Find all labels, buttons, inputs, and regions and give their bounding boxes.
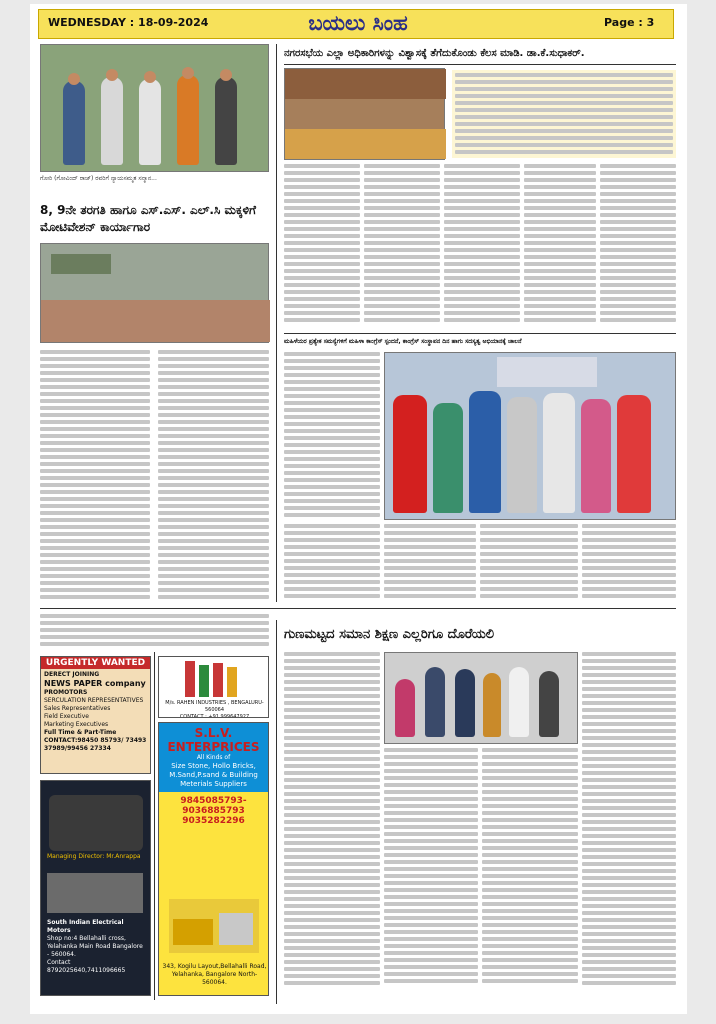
article-body bbox=[480, 524, 578, 602]
scooter-image bbox=[49, 795, 143, 851]
article-body bbox=[284, 164, 360, 330]
women-congress-photo bbox=[384, 352, 676, 520]
ad-line: Sales Representatives bbox=[44, 705, 111, 712]
ad-contact: CONTACT:98450 85793/ 73493 37989/99456 27334 bbox=[44, 737, 147, 752]
divider bbox=[284, 333, 676, 334]
article-body bbox=[284, 352, 380, 520]
municipal-summary bbox=[452, 70, 676, 158]
workshop-photo bbox=[40, 243, 269, 343]
article-body bbox=[582, 652, 676, 994]
column-divider bbox=[276, 620, 277, 1004]
issue-date: WEDNESDAY : 18-09-2024 bbox=[48, 16, 209, 29]
ad-caption: Managing Director: Mr.Anrappa bbox=[47, 853, 141, 860]
ad-name: South Indian Electrical Motors bbox=[47, 919, 124, 934]
ad-motors bbox=[40, 780, 151, 996]
ad-industries bbox=[158, 656, 269, 718]
article-body bbox=[40, 614, 269, 650]
ad-line: PROMOTORS bbox=[44, 689, 88, 696]
article-body bbox=[524, 164, 596, 330]
article-body bbox=[284, 524, 380, 602]
article-body bbox=[482, 748, 578, 994]
article-body bbox=[582, 524, 676, 602]
ad-address: 343, Kogilu Layout,Bellahalli Road, Yelahanka, Bangalore North-560064. bbox=[162, 963, 267, 986]
ad-address: Shop no:4 Bellahalli cross, Yelahanka Main Road Bangalore - 560064. bbox=[47, 935, 143, 958]
headline-quality-education: ಗುಣಮಟ್ಟದ ಸಮಾನ ಶಿಕ್ಷಣ ಎಲ್ಲರಿಗೂ ದೊರೆಯಲಿ bbox=[284, 627, 495, 642]
ad-line: Field Executive bbox=[44, 713, 89, 720]
felicitation-photo bbox=[40, 44, 269, 172]
ad-text: M/s. RAHEN INDUSTRIES , BENGALURU-560064 bbox=[165, 700, 264, 713]
article-body bbox=[384, 748, 478, 994]
article-body bbox=[600, 164, 676, 330]
photo-caption: ಗೋರಿ (ಗೋವಿಂದ್ ರಾಜ್) ರವರಿಗೆ ನ್ಯಾಯಸಮ್ಮತ ಸನ್ಮಾನ... bbox=[40, 175, 157, 182]
ad-line: NEWS PAPER company bbox=[44, 679, 146, 688]
article-body bbox=[364, 164, 440, 330]
newspaper-name: ಬಯಲು ಸಿಂಹ bbox=[308, 10, 408, 35]
column-divider bbox=[276, 44, 277, 602]
ad-phone: 9035282296 bbox=[182, 816, 245, 826]
construction-image bbox=[169, 899, 259, 953]
article-body bbox=[158, 350, 269, 600]
article-body bbox=[384, 524, 476, 602]
article-body bbox=[40, 350, 150, 600]
page-number: Page : 3 bbox=[604, 16, 655, 29]
headline-municipal: ನಗರಸಭೆಯ ಎಲ್ಲಾ ಅಧಿಕಾರಿಗಳನ್ನು ವಿಶ್ವಾಸಕ್ಕೆ ತೆಗೆದುಕೊಂಡು ಕೆಲಸ ಮಾಡಿ. ಡಾ.ಕೆ.ಸುಧಾಕರ್. bbox=[284, 48, 585, 59]
ad-title: URGENTLY WANTED bbox=[41, 657, 150, 669]
headline-women-congress: ಮಹಿಳೆಯರ ಪ್ರತ್ಯೇಕ ಸಮಸ್ಯೆಗಳಿಗೆ ಮಹಿಳಾ ಕಾಂಗ್ರೆಸ್ ಸ್ಪಂದನೆ, ಕಾಂಗ್ರೆಸ್ ಸಂಸ್ಥಾಪನ ದಿನ ಹಾಗು ಸದಸ್ಯತ್ವ ಅಭಿಯಾನಕ್ಕೆ ಚಾಲನೆ bbox=[284, 338, 522, 345]
ad-title: S.L.V. ENTERPRICES bbox=[167, 726, 260, 754]
ad-line: SERCULATION REPRESENTATIVES bbox=[44, 697, 144, 704]
ad-line: Full Time & Part-Time bbox=[44, 729, 117, 736]
scooter-image bbox=[47, 873, 143, 913]
ad-slv-enterprices bbox=[158, 722, 269, 996]
ad-line: Marketing Executives bbox=[44, 721, 109, 728]
ad-phone: 9845085793-9036885793 bbox=[180, 796, 247, 816]
ad-urgently-wanted bbox=[40, 656, 151, 774]
ad-contact: CONTACT : +91 999647927 bbox=[179, 714, 250, 718]
divider bbox=[40, 608, 676, 609]
ad-items: Size Stone, Hollo Bricks, M.Sand,P.sand & Building Meterials Suppliers bbox=[169, 762, 258, 788]
headline-education: 8, 9ನೇ ತರಗತಿ ಹಾಗೂ ಎಸ್.ಎಸ್. ಎಲ್.ಸಿ ಮಕ್ಕಳಿಗೆ ಮೋಟಿವೇಶನ್ ಕಾರ್ಯಾಗಾರ bbox=[40, 203, 257, 234]
divider bbox=[284, 64, 676, 65]
ad-contact: Contact 8792025640,7411096665 bbox=[47, 959, 126, 974]
ad-line: DERECT JOINING bbox=[44, 671, 100, 678]
municipal-photo bbox=[284, 68, 445, 160]
education-event-photo bbox=[384, 652, 578, 744]
article-body bbox=[284, 652, 380, 994]
ad-subtitle: All Kinds of bbox=[196, 754, 231, 761]
article-body bbox=[444, 164, 520, 330]
column-divider bbox=[154, 652, 155, 1000]
